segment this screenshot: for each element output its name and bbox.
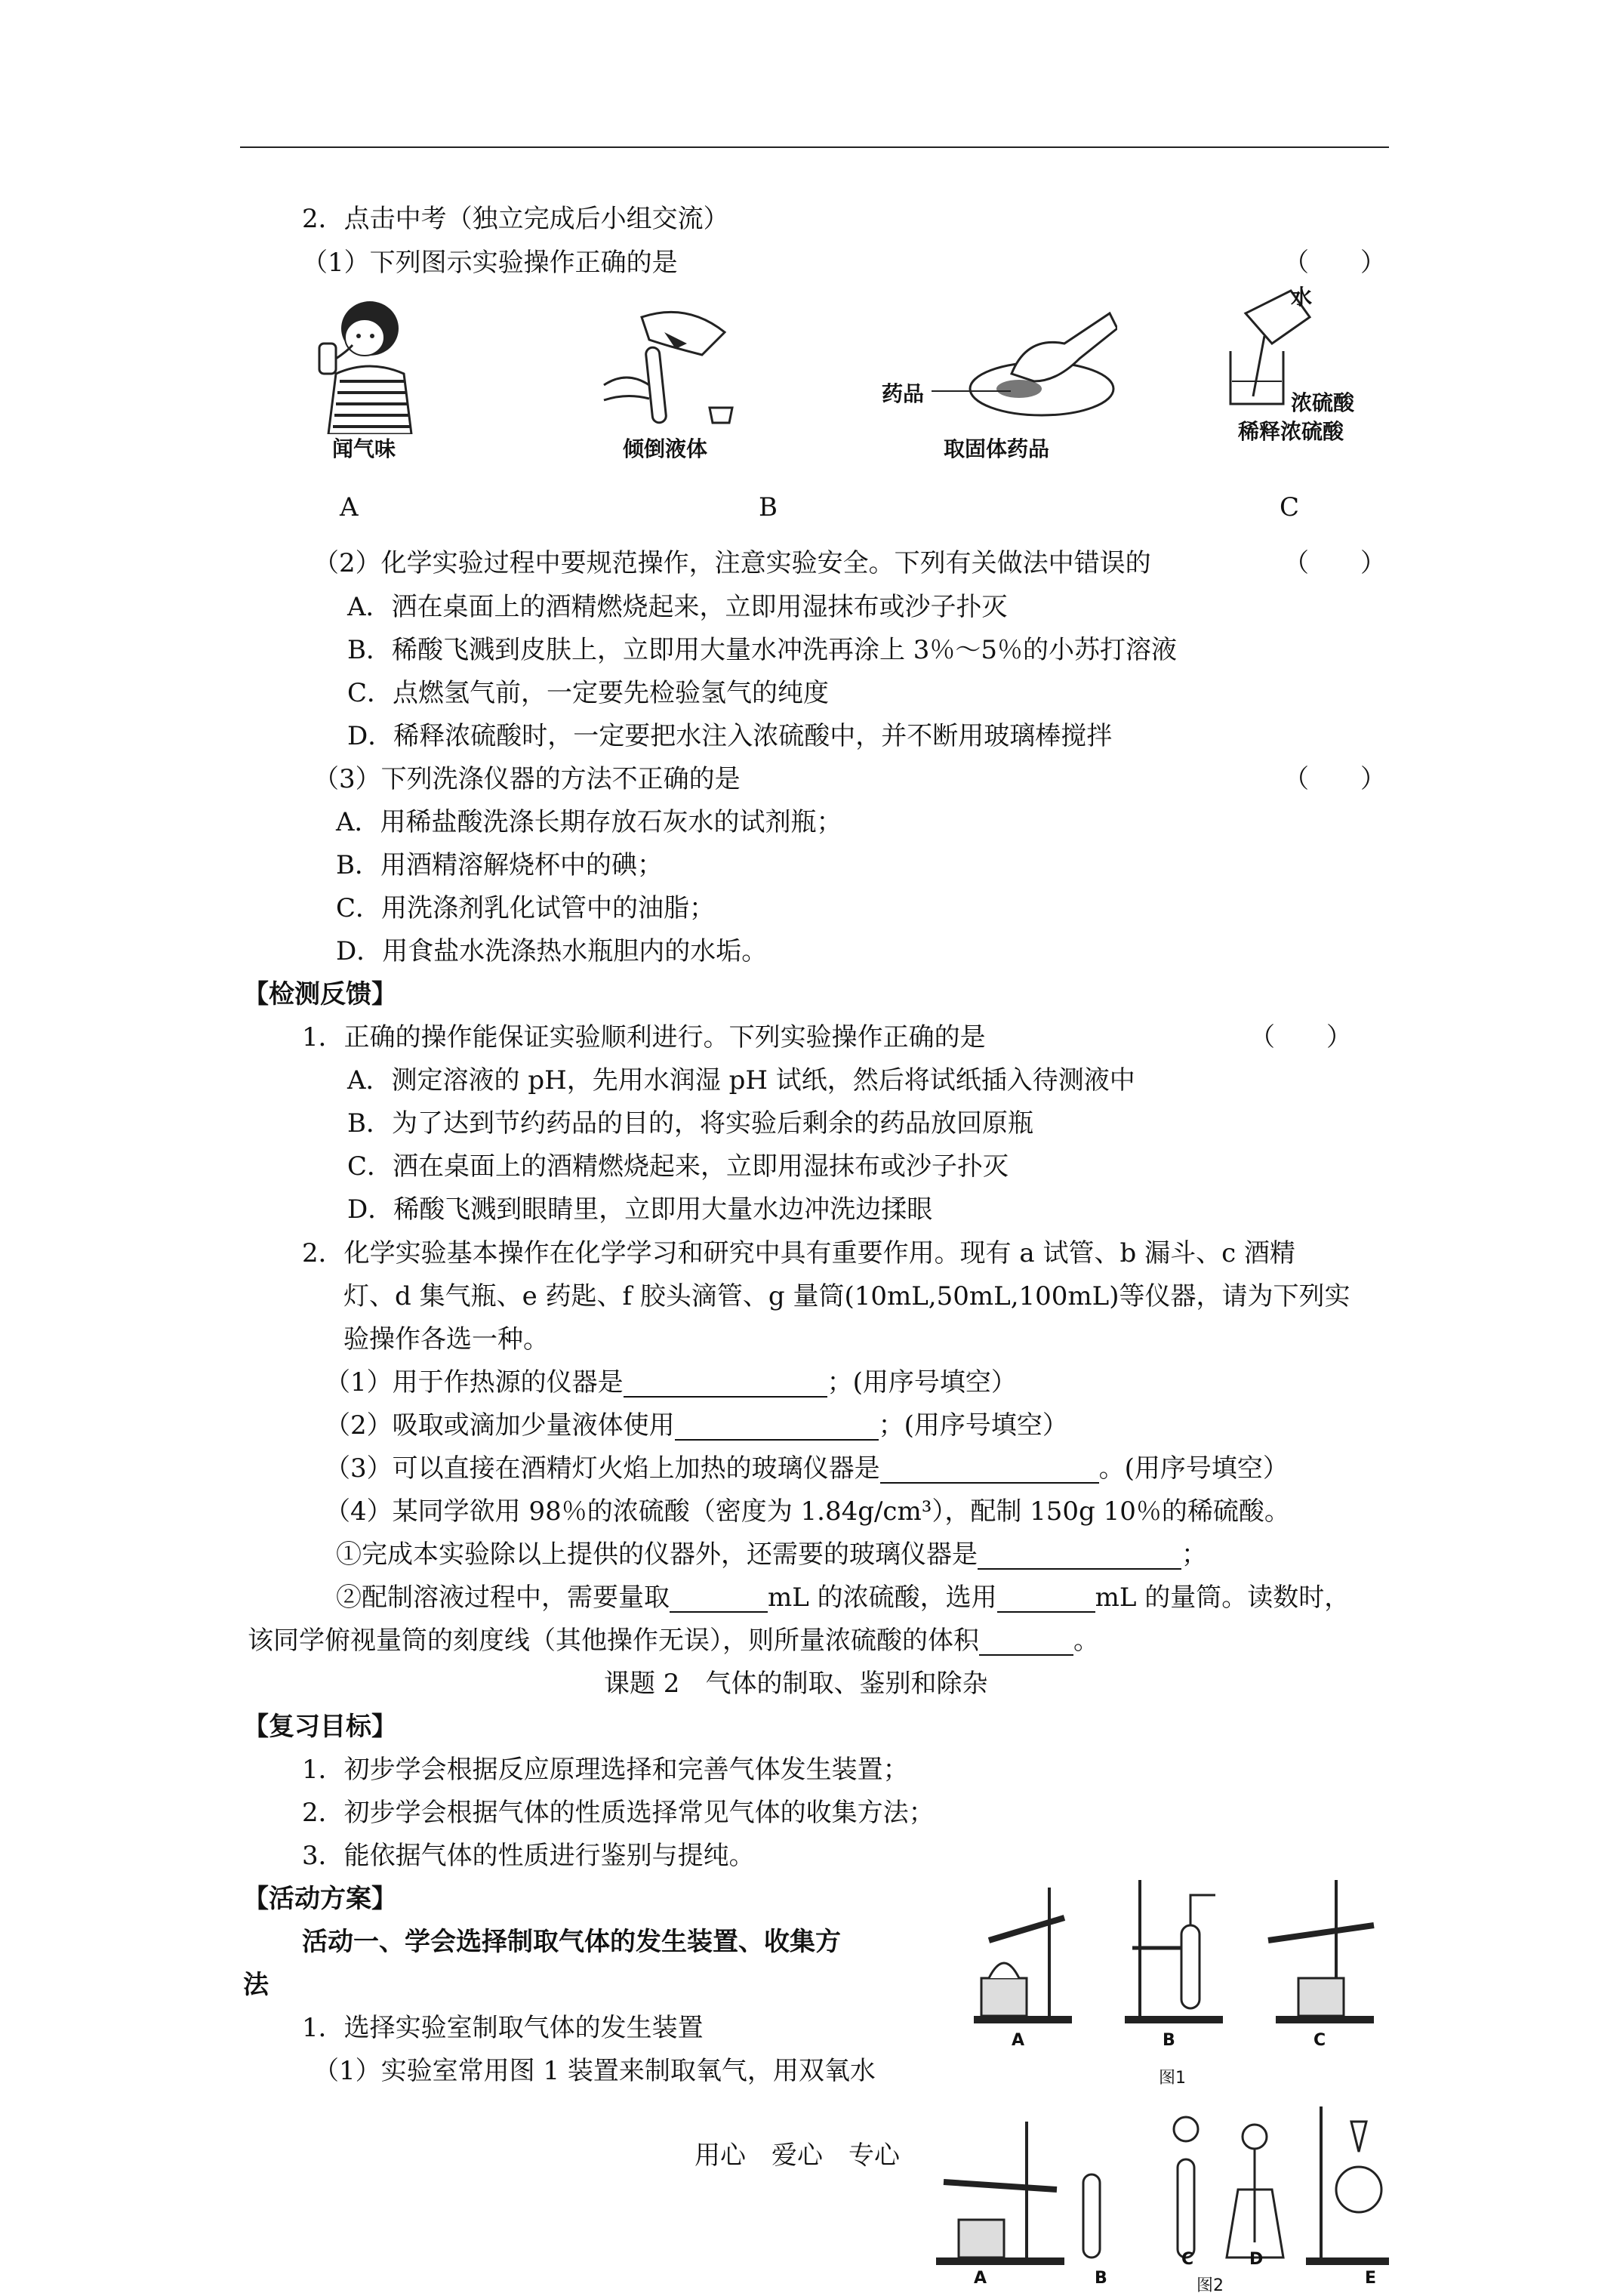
question-1: （1）下列图示实验操作正确的是 [302,248,678,278]
acid-label: 浓硫酸 [1291,390,1355,415]
water-label: 水 [1291,285,1313,310]
sub-question-3: （3）可以直接在酒精灯火焰上加热的玻璃仪器是 。(用序号填空） [325,1453,1289,1484]
option: B．稀酸飞溅到皮肤上，立即用大量水冲洗再涂上 3％～5％的小苏打溶液 [347,635,1178,665]
answer-paren: （ ） [1283,548,1386,578]
choice-letter-a: A [340,492,359,522]
goal-item: 3．能依据气体的性质进行鉴别与提纯。 [302,1841,755,1871]
option: D．稀释浓硫酸时，一定要把水注入浓硫酸中，并不断用玻璃棒搅拌 [347,721,1113,751]
answer-blank[interactable] [624,1370,827,1398]
goals-heading: 【复习目标】 [243,1712,397,1742]
answer-paren: （ ） [1249,1022,1352,1052]
sub-question-4: （4）某同学欲用 98％的浓硫酸（密度为 1.84g/cm³），配制 150g 10％的稀硫酸。 [325,1496,1290,1527]
sub-question-1: （1）用于作热源的仪器是 ；(用序号填空） [325,1367,1017,1398]
option: B．为了达到节约药品的目的，将实验后剩余的药品放回原瓶 [347,1108,1033,1139]
item-1: 1．选择实验室制取气体的发生装置 [302,2013,704,2043]
figure-1-apparatus [966,1865,1389,2039]
sub-question-4c: 该同学俯视量筒的刻度线（其他操作无误），则所量浓硫酸的体积 。 [248,1626,1099,1656]
question-2: 2．化学实验基本操作在化学学习和研究中具有重要作用。现有 a 试管、b 漏斗、c 酒精 [302,1238,1295,1268]
figure-2-apparatus [929,2099,1397,2273]
fig1-caption: 图1 [1159,2069,1186,2088]
question-2: （2）化学实验过程中要规范操作，注意实验安全。下列有关做法中错误的 [313,548,1151,578]
sub-question-2: （2）吸取或滴加少量液体使用 ；(用序号填空） [325,1410,1068,1441]
solid-drug-figure [966,306,1117,427]
item-1-1: （1）实验室常用图 1 装置来制取氧气，用双氧水 [313,2056,876,2086]
sub-question-4a: ①完成本实验除以上提供的仪器外，还需要的玻璃仪器是 ； [336,1539,1207,1570]
option: A．洒在桌面上的酒精燃烧起来，立即用湿抹布或沙子扑灭 [347,592,1008,622]
smelling-figure [306,298,434,434]
pouring-figure [596,302,747,430]
feedback-heading: 【检测反馈】 [243,979,397,1009]
option: B．用酒精溶解烧杯中的碘； [336,850,663,880]
dilute-caption: 稀释浓硫酸 [1238,419,1344,444]
pour-caption: 倾倒液体 [623,436,708,461]
fig2-letter-d: D [1249,2250,1264,2269]
question-3: （3）下列洗涤仪器的方法不正确的是 [313,764,741,794]
answer-blank[interactable] [997,1586,1095,1613]
answer-blank[interactable] [880,1456,1099,1484]
section-title: 2．点击中考（独立完成后小组交流） [302,204,729,234]
smell-caption: 闻气味 [332,436,396,461]
topic-title: 课题 2 气体的制取、鉴别和除杂 [604,1669,988,1699]
goal-item: 1．初步学会根据反应原理选择和完善气体发生装置； [302,1755,909,1785]
solid-caption: 取固体药品 [944,436,1050,461]
answer-blank[interactable] [670,1586,768,1613]
fig2-letter-e: E [1365,2269,1377,2288]
answer-blank[interactable] [979,1629,1073,1656]
option: A．测定溶液的 pH，先用水润湿 pH 试纸，然后将试纸插入待测液中 [347,1065,1135,1096]
top-rule [240,146,1389,148]
drug-pointer [932,390,1011,392]
sub-question-4b: ②配制溶液过程中，需要量取 mL 的浓硫酸，选用 mL 的量筒。读数时， [336,1583,1350,1613]
answer-paren: （ ） [1283,248,1386,278]
fig2-caption: 图2 [1196,2276,1224,2295]
drug-label: 药品 [882,381,925,406]
option: D．稀酸飞溅到眼睛里，立即用大量水边冲洗边揉眼 [347,1194,933,1225]
answer-blank[interactable] [978,1542,1181,1570]
option: C．点燃氢气前，一定要先检验氢气的纯度 [347,678,830,708]
fig1-letter-c: C [1313,2031,1326,2050]
option: D．用食盐水洗涤热水瓶胆内的水垢。 [336,936,768,966]
choice-letter-c: C [1280,492,1300,522]
answer-paren: （ ） [1283,764,1386,794]
fig2-letter-c: C [1181,2250,1194,2269]
question-2-cont: 灯、d 集气瓶、e 药匙、f 胶头滴管、g 量筒(10mL,50mL,100mL)等仪器，请为下列实 [343,1281,1350,1311]
question-1: 1．正确的操作能保证实验顺利进行。下列实验操作正确的是 [302,1022,986,1052]
fig2-letter-b: B [1095,2269,1107,2288]
option: C．用洗涤剂乳化试管中的油脂； [336,893,716,923]
option: A．用稀盐酸洗涤长期存放石灰水的试剂瓶； [336,807,842,837]
question-2-cont: 验操作各选一种。 [343,1324,549,1354]
option: C．洒在桌面上的酒精燃烧起来，立即用湿抹布或沙子扑灭 [347,1151,1009,1182]
activity-1-cont: 法 [243,1970,269,2000]
fig1-letter-a: A [1012,2031,1025,2050]
answer-blank[interactable] [675,1413,879,1441]
page-footer: 用心 爱心 专心 [694,2140,900,2171]
plan-heading: 【活动方案】 [243,1884,397,1914]
choice-letter-b: B [759,492,778,522]
activity-1: 活动一、学会选择制取气体的发生装置、收集方 [302,1927,841,1957]
goal-item: 2．初步学会根据气体的性质选择常见气体的收集方法； [302,1798,935,1828]
fig2-letter-a: A [974,2269,987,2288]
fig1-letter-b: B [1163,2031,1175,2050]
